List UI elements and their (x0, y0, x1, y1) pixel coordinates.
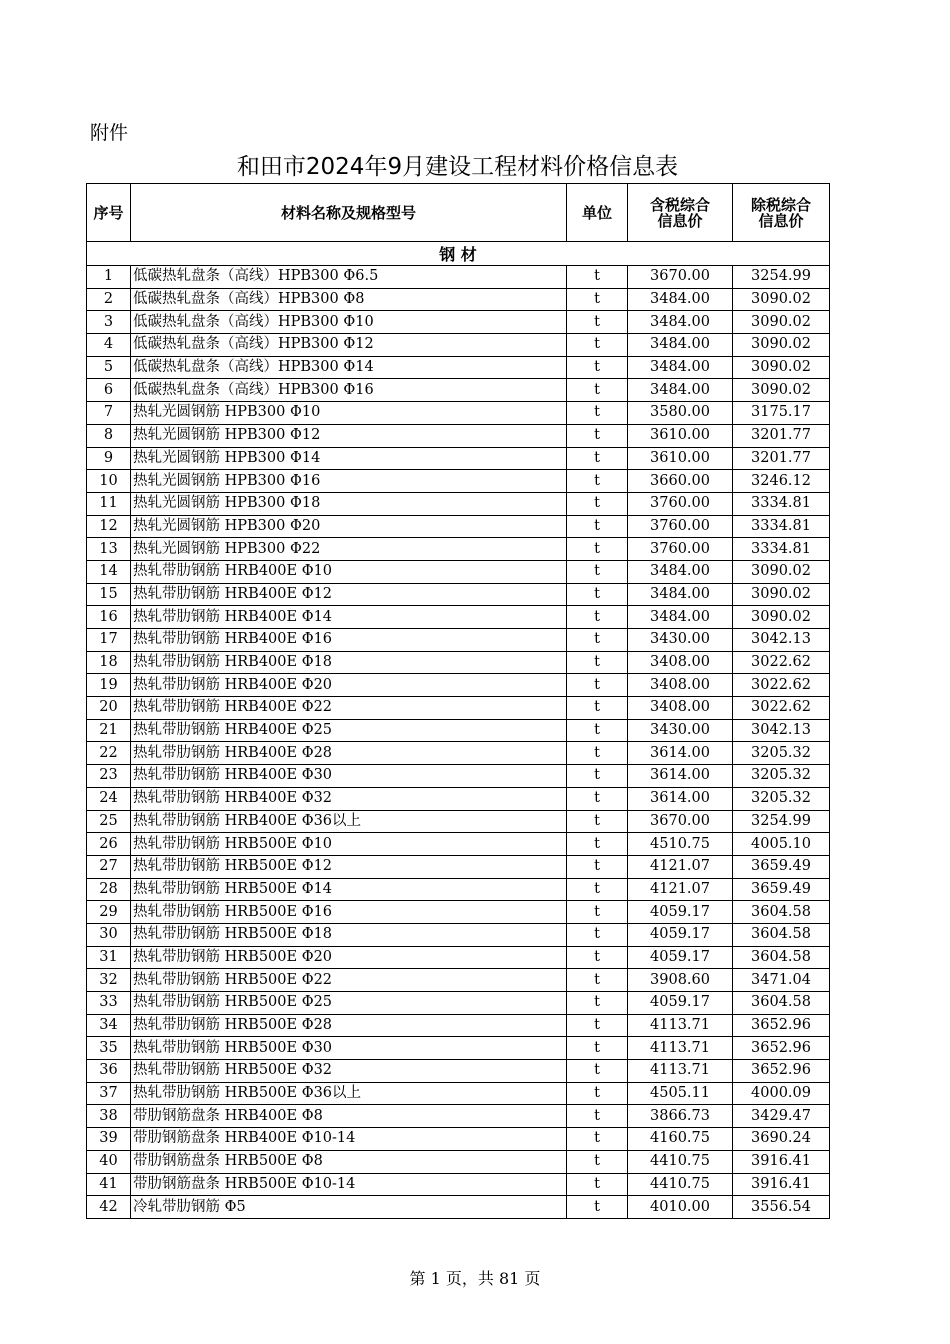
cell-price-tax: 4121.07 (628, 878, 733, 901)
cell-no: 1 (87, 266, 131, 289)
cell-price-notax: 3604.58 (733, 992, 830, 1015)
cell-price-tax: 4505.11 (628, 1082, 733, 1105)
cell-material-name: 热轧光圆钢筋 HPB300 Φ10 (131, 402, 567, 425)
cell-price-notax: 3254.99 (733, 266, 830, 289)
cell-no: 4 (87, 334, 131, 357)
cell-unit: t (567, 878, 628, 901)
table-row (87, 447, 830, 470)
header-price-notax-line2: 信息价 (758, 211, 804, 230)
cell-material-name: 带肋钢筋盘条 HRB500E Φ10-14 (131, 1173, 567, 1196)
cell-no: 39 (87, 1128, 131, 1151)
attachment-label: 附件 (90, 122, 129, 144)
cell-unit: t (567, 266, 628, 289)
cell-price-notax: 3022.62 (733, 651, 830, 674)
cell-no: 33 (87, 992, 131, 1015)
table-row (87, 311, 830, 334)
table-row (87, 538, 830, 561)
cell-unit: t (567, 1173, 628, 1196)
cell-price-tax: 3484.00 (628, 288, 733, 311)
table-row (87, 969, 830, 992)
cell-no: 35 (87, 1037, 131, 1060)
cell-price-notax: 3916.41 (733, 1173, 830, 1196)
cell-price-notax: 3659.49 (733, 855, 830, 878)
cell-material-name: 低碳热轧盘条（高线）HPB300 Φ16 (131, 379, 567, 402)
table-row (87, 1037, 830, 1060)
cell-price-notax: 3090.02 (733, 288, 830, 311)
cell-unit: t (567, 901, 628, 924)
cell-unit: t (567, 651, 628, 674)
price-table (86, 183, 830, 1219)
cell-price-tax: 3610.00 (628, 447, 733, 470)
cell-no: 29 (87, 901, 131, 924)
cell-price-tax: 4410.75 (628, 1150, 733, 1173)
cell-no: 7 (87, 402, 131, 425)
cell-material-name: 低碳热轧盘条（高线）HPB300 Φ14 (131, 356, 567, 379)
cell-material-name: 热轧带肋钢筋 HRB500E Φ12 (131, 855, 567, 878)
document-title: 和田市2024年9月建设工程材料价格信息表 (236, 154, 679, 180)
cell-no: 11 (87, 492, 131, 515)
cell-material-name: 热轧带肋钢筋 HRB400E Φ25 (131, 719, 567, 742)
cell-no: 27 (87, 855, 131, 878)
cell-unit: t (567, 334, 628, 357)
cell-price-notax: 3090.02 (733, 311, 830, 334)
cell-material-name: 热轧带肋钢筋 HRB400E Φ12 (131, 583, 567, 606)
cell-material-name: 热轧带肋钢筋 HRB500E Φ16 (131, 901, 567, 924)
cell-price-notax: 3334.81 (733, 538, 830, 561)
cell-price-notax: 3205.32 (733, 787, 830, 810)
cell-unit: t (567, 1037, 628, 1060)
cell-no: 36 (87, 1060, 131, 1083)
cell-price-tax: 4121.07 (628, 855, 733, 878)
header-price-notax-line1: 除税综合 (750, 195, 811, 214)
table-row (87, 833, 830, 856)
header-price-tax (628, 184, 733, 242)
table-row (87, 901, 830, 924)
table-row (87, 1014, 830, 1037)
cell-material-name: 热轧带肋钢筋 HRB500E Φ20 (131, 946, 567, 969)
cell-material-name: 热轧带肋钢筋 HRB400E Φ32 (131, 787, 567, 810)
cell-price-tax: 4113.71 (628, 1060, 733, 1083)
header-price-tax-line1: 含税综合 (649, 195, 710, 214)
cell-price-notax: 3429.47 (733, 1105, 830, 1128)
cell-no: 26 (87, 833, 131, 856)
cell-no: 28 (87, 878, 131, 901)
header-no: 序号 (87, 184, 131, 242)
cell-price-notax: 3201.77 (733, 447, 830, 470)
cell-price-notax: 3652.96 (733, 1037, 830, 1060)
cell-unit: t (567, 946, 628, 969)
cell-unit: t (567, 674, 628, 697)
cell-price-notax: 3604.58 (733, 923, 830, 946)
cell-price-notax: 3205.32 (733, 742, 830, 765)
cell-unit: t (567, 697, 628, 720)
cell-no: 30 (87, 923, 131, 946)
table-row (87, 606, 830, 629)
table-header-row (87, 184, 830, 242)
cell-price-tax: 4059.17 (628, 992, 733, 1015)
cell-price-tax: 4059.17 (628, 901, 733, 924)
table-row (87, 787, 830, 810)
header-name: 材料名称及规格型号 (131, 184, 567, 242)
table-row (87, 1173, 830, 1196)
cell-price-notax: 3652.96 (733, 1060, 830, 1083)
cell-material-name: 热轧带肋钢筋 HRB500E Φ22 (131, 969, 567, 992)
page-footer: 第 1 页，共 81 页 (409, 1269, 541, 1288)
cell-price-tax: 3670.00 (628, 810, 733, 833)
cell-unit: t (567, 833, 628, 856)
cell-unit: t (567, 992, 628, 1015)
table-row (87, 424, 830, 447)
cell-price-tax: 4113.71 (628, 1014, 733, 1037)
table-row (87, 1196, 830, 1219)
table-row (87, 742, 830, 765)
table-row (87, 1128, 830, 1151)
cell-material-name: 带肋钢筋盘条 HRB500E Φ8 (131, 1150, 567, 1173)
table-row (87, 560, 830, 583)
cell-unit: t (567, 1150, 628, 1173)
cell-price-notax: 3175.17 (733, 402, 830, 425)
cell-price-tax: 4510.75 (628, 833, 733, 856)
cell-material-name: 热轧光圆钢筋 HPB300 Φ16 (131, 470, 567, 493)
cell-price-tax: 3484.00 (628, 334, 733, 357)
cell-unit: t (567, 1014, 628, 1037)
cell-material-name: 热轧带肋钢筋 HRB500E Φ10 (131, 833, 567, 856)
cell-material-name: 热轧带肋钢筋 HRB400E Φ18 (131, 651, 567, 674)
table-row (87, 923, 830, 946)
cell-price-notax: 3090.02 (733, 356, 830, 379)
cell-material-name: 热轧带肋钢筋 HRB400E Φ20 (131, 674, 567, 697)
cell-price-notax: 3022.62 (733, 674, 830, 697)
cell-price-notax: 3090.02 (733, 334, 830, 357)
cell-no: 18 (87, 651, 131, 674)
cell-no: 32 (87, 969, 131, 992)
cell-no: 24 (87, 787, 131, 810)
cell-price-tax: 3484.00 (628, 311, 733, 334)
header-price-notax (733, 184, 830, 242)
cell-unit: t (567, 629, 628, 652)
table-row (87, 356, 830, 379)
cell-material-name: 低碳热轧盘条（高线）HPB300 Φ10 (131, 311, 567, 334)
cell-price-tax: 3614.00 (628, 787, 733, 810)
cell-price-tax: 3484.00 (628, 606, 733, 629)
cell-price-notax: 3246.12 (733, 470, 830, 493)
table-row (87, 765, 830, 788)
cell-unit: t (567, 288, 628, 311)
cell-price-notax: 3090.02 (733, 560, 830, 583)
cell-unit: t (567, 787, 628, 810)
table-row (87, 402, 830, 425)
cell-price-notax: 3604.58 (733, 946, 830, 969)
cell-unit: t (567, 560, 628, 583)
cell-material-name: 冷轧带肋钢筋 Φ5 (131, 1196, 567, 1219)
cell-unit: t (567, 1128, 628, 1151)
cell-price-tax: 3610.00 (628, 424, 733, 447)
cell-no: 15 (87, 583, 131, 606)
cell-material-name: 热轧光圆钢筋 HPB300 Φ12 (131, 424, 567, 447)
cell-price-tax: 3614.00 (628, 765, 733, 788)
cell-unit: t (567, 1105, 628, 1128)
table-row (87, 334, 830, 357)
cell-price-notax: 3334.81 (733, 492, 830, 515)
cell-price-notax: 3604.58 (733, 901, 830, 924)
header-unit: 单位 (567, 184, 628, 242)
cell-material-name: 热轧带肋钢筋 HRB500E Φ14 (131, 878, 567, 901)
cell-price-tax: 4059.17 (628, 946, 733, 969)
table-row (87, 878, 830, 901)
cell-unit: t (567, 356, 628, 379)
cell-price-notax: 3042.13 (733, 629, 830, 652)
table-row (87, 719, 830, 742)
cell-price-notax: 3334.81 (733, 515, 830, 538)
cell-material-name: 低碳热轧盘条（高线）HPB300 Φ6.5 (131, 266, 567, 289)
cell-no: 22 (87, 742, 131, 765)
cell-no: 9 (87, 447, 131, 470)
cell-price-notax: 3556.54 (733, 1196, 830, 1219)
table-row (87, 492, 830, 515)
cell-price-notax: 3659.49 (733, 878, 830, 901)
cell-unit: t (567, 538, 628, 561)
cell-material-name: 热轧带肋钢筋 HRB500E Φ30 (131, 1037, 567, 1060)
table-row (87, 992, 830, 1015)
cell-price-tax: 3866.73 (628, 1105, 733, 1128)
cell-price-notax: 4000.09 (733, 1082, 830, 1105)
cell-no: 13 (87, 538, 131, 561)
table-row (87, 266, 830, 289)
cell-unit: t (567, 855, 628, 878)
table-row (87, 855, 830, 878)
cell-price-tax: 4113.71 (628, 1037, 733, 1060)
cell-material-name: 热轧带肋钢筋 HRB400E Φ10 (131, 560, 567, 583)
cell-material-name: 热轧带肋钢筋 HRB500E Φ18 (131, 923, 567, 946)
cell-unit: t (567, 402, 628, 425)
cell-no: 8 (87, 424, 131, 447)
cell-no: 40 (87, 1150, 131, 1173)
cell-price-tax: 4160.75 (628, 1128, 733, 1151)
cell-price-tax: 3908.60 (628, 969, 733, 992)
cell-unit: t (567, 515, 628, 538)
cell-material-name: 热轧带肋钢筋 HRB400E Φ14 (131, 606, 567, 629)
cell-price-tax: 3408.00 (628, 697, 733, 720)
cell-unit: t (567, 311, 628, 334)
cell-unit: t (567, 923, 628, 946)
cell-price-notax: 3916.41 (733, 1150, 830, 1173)
cell-price-tax: 3484.00 (628, 356, 733, 379)
cell-material-name: 热轧光圆钢筋 HPB300 Φ18 (131, 492, 567, 515)
cell-material-name: 低碳热轧盘条（高线）HPB300 Φ8 (131, 288, 567, 311)
cell-unit: t (567, 742, 628, 765)
cell-no: 12 (87, 515, 131, 538)
cell-no: 21 (87, 719, 131, 742)
cell-price-tax: 3408.00 (628, 651, 733, 674)
cell-unit: t (567, 424, 628, 447)
cell-no: 17 (87, 629, 131, 652)
cell-unit: t (567, 1082, 628, 1105)
table-row (87, 379, 830, 402)
cell-material-name: 热轧带肋钢筋 HRB400E Φ30 (131, 765, 567, 788)
table-row (87, 583, 830, 606)
cell-material-name: 热轧带肋钢筋 HRB500E Φ32 (131, 1060, 567, 1083)
table-row (87, 470, 830, 493)
cell-price-notax: 3254.99 (733, 810, 830, 833)
cell-material-name: 热轧带肋钢筋 HRB500E Φ28 (131, 1014, 567, 1037)
cell-price-tax: 3484.00 (628, 560, 733, 583)
cell-material-name: 热轧带肋钢筋 HRB500E Φ36以上 (131, 1082, 567, 1105)
cell-unit: t (567, 470, 628, 493)
cell-unit: t (567, 1060, 628, 1083)
header-price-tax-line2: 信息价 (657, 211, 703, 230)
cell-price-tax: 3760.00 (628, 492, 733, 515)
table-row (87, 697, 830, 720)
cell-price-notax: 3090.02 (733, 379, 830, 402)
cell-price-tax: 3580.00 (628, 402, 733, 425)
cell-no: 38 (87, 1105, 131, 1128)
cell-price-notax: 3205.32 (733, 765, 830, 788)
cell-material-name: 带肋钢筋盘条 HRB400E Φ8 (131, 1105, 567, 1128)
table-row (87, 1082, 830, 1105)
cell-no: 41 (87, 1173, 131, 1196)
cell-material-name: 热轧光圆钢筋 HPB300 Φ20 (131, 515, 567, 538)
table-row (87, 629, 830, 652)
table-row (87, 946, 830, 969)
cell-unit: t (567, 379, 628, 402)
cell-material-name: 热轧光圆钢筋 HPB300 Φ14 (131, 447, 567, 470)
cell-price-tax: 3670.00 (628, 266, 733, 289)
table-row (87, 1105, 830, 1128)
table-row (87, 288, 830, 311)
cell-no: 10 (87, 470, 131, 493)
cell-material-name: 热轧带肋钢筋 HRB400E Φ28 (131, 742, 567, 765)
cell-material-name: 热轧光圆钢筋 HPB300 Φ22 (131, 538, 567, 561)
cell-unit: t (567, 447, 628, 470)
cell-unit: t (567, 583, 628, 606)
cell-price-tax: 3614.00 (628, 742, 733, 765)
cell-material-name: 热轧带肋钢筋 HRB400E Φ16 (131, 629, 567, 652)
cell-unit: t (567, 765, 628, 788)
cell-unit: t (567, 1196, 628, 1219)
cell-unit: t (567, 969, 628, 992)
cell-price-tax: 4010.00 (628, 1196, 733, 1219)
cell-unit: t (567, 719, 628, 742)
cell-price-tax: 3760.00 (628, 538, 733, 561)
cell-no: 37 (87, 1082, 131, 1105)
cell-no: 23 (87, 765, 131, 788)
cell-price-tax: 3660.00 (628, 470, 733, 493)
cell-unit: t (567, 606, 628, 629)
cell-material-name: 热轧带肋钢筋 HRB500E Φ25 (131, 992, 567, 1015)
cell-no: 25 (87, 810, 131, 833)
cell-no: 3 (87, 311, 131, 334)
cell-price-notax: 3090.02 (733, 583, 830, 606)
cell-unit: t (567, 810, 628, 833)
cell-price-tax: 3430.00 (628, 719, 733, 742)
cell-no: 19 (87, 674, 131, 697)
cell-price-notax: 3201.77 (733, 424, 830, 447)
table-row (87, 810, 830, 833)
cell-no: 6 (87, 379, 131, 402)
table-row (87, 515, 830, 538)
cell-no: 42 (87, 1196, 131, 1219)
cell-unit: t (567, 492, 628, 515)
cell-price-notax: 3690.24 (733, 1128, 830, 1151)
cell-price-tax: 4410.75 (628, 1173, 733, 1196)
cell-price-notax: 4005.10 (733, 833, 830, 856)
cell-material-name: 热轧带肋钢筋 HRB400E Φ36以上 (131, 810, 567, 833)
cell-no: 5 (87, 356, 131, 379)
table-row (87, 674, 830, 697)
table-row (87, 1150, 830, 1173)
table-row (87, 1060, 830, 1083)
cell-price-tax: 3430.00 (628, 629, 733, 652)
section-row (87, 242, 830, 266)
cell-no: 20 (87, 697, 131, 720)
cell-material-name: 热轧带肋钢筋 HRB400E Φ22 (131, 697, 567, 720)
cell-price-notax: 3022.62 (733, 697, 830, 720)
cell-no: 16 (87, 606, 131, 629)
cell-price-tax: 3484.00 (628, 379, 733, 402)
cell-price-notax: 3471.04 (733, 969, 830, 992)
cell-price-tax: 3408.00 (628, 674, 733, 697)
table-row (87, 651, 830, 674)
cell-price-notax: 3652.96 (733, 1014, 830, 1037)
cell-material-name: 带肋钢筋盘条 HRB400E Φ10-14 (131, 1128, 567, 1151)
cell-no: 31 (87, 946, 131, 969)
cell-price-tax: 4059.17 (628, 923, 733, 946)
cell-no: 34 (87, 1014, 131, 1037)
cell-no: 14 (87, 560, 131, 583)
cell-material-name: 低碳热轧盘条（高线）HPB300 Φ12 (131, 334, 567, 357)
section-title: 钢 材 (87, 242, 830, 266)
cell-no: 2 (87, 288, 131, 311)
cell-price-tax: 3760.00 (628, 515, 733, 538)
cell-price-notax: 3042.13 (733, 719, 830, 742)
cell-price-tax: 3484.00 (628, 583, 733, 606)
cell-price-notax: 3090.02 (733, 606, 830, 629)
